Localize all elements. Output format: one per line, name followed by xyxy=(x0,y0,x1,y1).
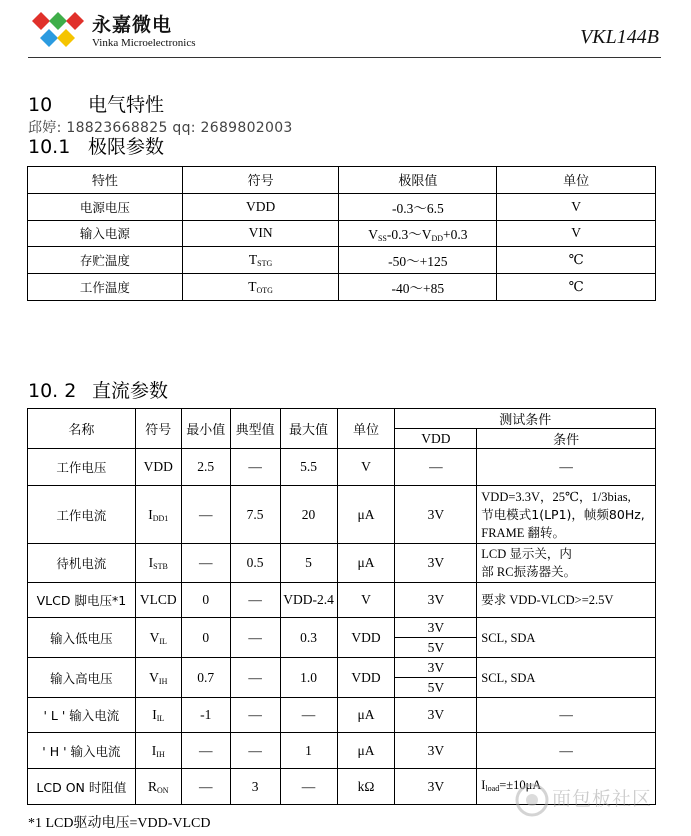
cell-max: 20 xyxy=(280,486,337,544)
symbol-subscript: DD1 xyxy=(152,513,169,523)
cell-condition: — xyxy=(477,733,656,769)
table-row xyxy=(28,220,656,247)
limit-subscript: DD xyxy=(431,234,444,244)
cell-name: LCD ON 时阻值 xyxy=(28,769,136,805)
table-row xyxy=(28,449,656,486)
symbol-text: T xyxy=(248,279,257,295)
section-title: 极限参数 xyxy=(88,136,165,158)
cell-max: — xyxy=(280,769,337,805)
header-cell: 特性 xyxy=(28,167,183,194)
cell-max: 5.5 xyxy=(280,449,337,486)
cell-min: 0 xyxy=(181,618,230,658)
cell-vdd: 3V xyxy=(395,769,477,805)
condition-subscript: load xyxy=(485,783,500,793)
header-divider xyxy=(28,57,661,58)
cell-unit: V xyxy=(337,583,395,618)
cell-unit: ℃ xyxy=(497,274,656,301)
part-number: VKL144B xyxy=(580,26,659,48)
limit-subscript: SS xyxy=(377,234,387,244)
header-cell: 测试条件 xyxy=(395,409,656,429)
cell-symbol xyxy=(135,698,181,733)
cell-typ: — xyxy=(230,583,280,618)
cell-symbol xyxy=(135,658,181,698)
symbol-subscript: STB xyxy=(153,562,168,571)
table-row xyxy=(28,698,656,733)
cell-min: — xyxy=(181,733,230,769)
symbol-subscript: OTG xyxy=(256,286,273,296)
cell-vdd: 3V xyxy=(395,583,477,618)
section-number: 10. 2 xyxy=(28,380,77,402)
cell-max: — xyxy=(280,698,337,733)
cell-min: 0 xyxy=(181,583,230,618)
symbol-text: V xyxy=(149,629,160,645)
table-row xyxy=(28,247,656,274)
cell-symbol: VDD xyxy=(182,193,339,220)
cell-condition: — xyxy=(477,698,656,733)
cell-symbol xyxy=(135,486,181,544)
cell-symbol xyxy=(182,274,339,301)
cell-typ: — xyxy=(230,449,280,486)
cell-vdd: 3V xyxy=(395,544,477,583)
condition-line: FRAME 翻转。 xyxy=(481,525,565,540)
dc-parameters-table xyxy=(27,408,656,805)
table-row xyxy=(28,274,656,301)
table-row xyxy=(28,193,656,220)
header-cell: 符号 xyxy=(135,409,181,449)
cell-name: ' H ' 输入电流 xyxy=(28,733,136,769)
cell-symbol xyxy=(135,618,181,658)
cell-symbol xyxy=(135,544,181,583)
cell-typ: 0.5 xyxy=(230,544,280,583)
cell-vdd: 5V xyxy=(395,638,477,658)
header-cell: VDD xyxy=(395,429,477,449)
watermark-logo-icon xyxy=(514,782,550,818)
cell-min: -1 xyxy=(181,698,230,733)
condition-line: 部 RC振荡器关。 xyxy=(481,565,577,579)
header-cell: 典型值 xyxy=(230,409,280,449)
cell-symbol: VLCD xyxy=(135,583,181,618)
cell-limit: -40～+85 xyxy=(339,274,497,301)
cell-unit: μA xyxy=(337,544,395,583)
footnote: *1 LCD驱动电压=VDD-VLCD xyxy=(28,816,211,831)
section-10-heading xyxy=(28,90,164,117)
limit-text: +0.3 xyxy=(443,227,468,243)
table-header-row xyxy=(28,167,656,194)
contact-line: 邱婷: 18823668825 qq: 2689802003 xyxy=(28,120,293,136)
cell-vdd: — xyxy=(395,449,477,486)
cell-condition xyxy=(477,486,656,544)
cell-name: 工作电流 xyxy=(28,486,136,544)
condition-text: =±10μA xyxy=(499,777,542,792)
symbol-subscript: IL xyxy=(159,636,167,646)
symbol-subscript: STG xyxy=(257,259,273,269)
table-row xyxy=(28,618,656,638)
symbol-text: I xyxy=(151,742,157,758)
table-header-row xyxy=(28,409,656,429)
condition-text: I xyxy=(481,777,486,792)
cell-symbol: VIN xyxy=(182,220,339,247)
cell-name: VLCD 脚电压*1 xyxy=(28,583,136,618)
section-title: 电气特性 xyxy=(88,94,165,116)
cell-name: 输入高电压 xyxy=(28,658,136,698)
cell-name: 待机电流 xyxy=(28,544,136,583)
symbol-subscript: ON xyxy=(156,785,169,795)
limit-text: V xyxy=(368,227,378,243)
table-row xyxy=(28,583,656,618)
cell-min: — xyxy=(181,486,230,544)
section-10-2-heading xyxy=(28,376,168,403)
header-cell: 单位 xyxy=(497,167,656,194)
cell-unit: μA xyxy=(337,698,395,733)
cell-max: 1 xyxy=(280,733,337,769)
cell-unit: V xyxy=(497,193,656,220)
cell-typ: 7.5 xyxy=(230,486,280,544)
cell-condition: SCL, SDA xyxy=(477,618,656,658)
absolute-max-ratings-table xyxy=(27,166,656,301)
watermark xyxy=(512,778,682,826)
cell-symbol xyxy=(182,247,339,274)
cell-max: 0.3 xyxy=(280,618,337,658)
cell-name: 电源电压 xyxy=(28,193,183,220)
header-cell: 名称 xyxy=(28,409,136,449)
page-header xyxy=(0,0,691,60)
header-cell: 最小值 xyxy=(181,409,230,449)
cell-typ: 3 xyxy=(230,769,280,805)
cell-limit: -0.3～6.5 xyxy=(339,193,497,220)
cell-unit: μA xyxy=(337,733,395,769)
symbol-text: T xyxy=(248,252,258,268)
cell-min: — xyxy=(181,769,230,805)
cell-typ: — xyxy=(230,658,280,698)
vinka-logo-icon xyxy=(30,10,86,52)
table-row xyxy=(28,658,656,678)
cell-min: — xyxy=(181,544,230,583)
cell-name: 存贮温度 xyxy=(28,247,183,274)
cell-unit: μA xyxy=(337,486,395,544)
cell-name: 工作电压 xyxy=(28,449,136,486)
symbol-text: R xyxy=(147,778,157,794)
cell-name: 输入电源 xyxy=(28,220,183,247)
cell-limit xyxy=(339,220,497,247)
cell-typ: — xyxy=(230,618,280,658)
cell-limit: -50～+125 xyxy=(339,247,497,274)
symbol-text: I xyxy=(148,506,153,522)
cell-unit: V xyxy=(497,220,656,247)
symbol-subscript: IH xyxy=(156,749,165,759)
section-number: 10.1 xyxy=(28,136,71,158)
cell-max: 1.0 xyxy=(280,658,337,698)
cell-vdd: 3V xyxy=(395,618,477,638)
section-number: 10 xyxy=(28,94,53,116)
header-cell: 条件 xyxy=(477,429,656,449)
cell-typ: — xyxy=(230,698,280,733)
watermark-text: 面包板社区 xyxy=(552,788,653,810)
section-10-1-heading xyxy=(28,132,164,159)
cell-unit: VDD xyxy=(337,618,395,658)
header-cell: 极限值 xyxy=(339,167,497,194)
table-row xyxy=(28,486,656,544)
cell-min: 0.7 xyxy=(181,658,230,698)
cell-unit: ℃ xyxy=(497,247,656,274)
cell-condition: SCL, SDA xyxy=(477,658,656,698)
cell-vdd: 3V xyxy=(395,733,477,769)
cell-vdd: 3V xyxy=(395,658,477,678)
brand-name-en: Vinka Microelectronics xyxy=(92,37,196,49)
condition-line: LCD 显示关，内 xyxy=(481,547,572,561)
cell-symbol xyxy=(135,733,181,769)
cell-name: 输入低电压 xyxy=(28,618,136,658)
symbol-subscript: IL xyxy=(156,714,165,723)
brand-name-cn: 永嘉微电 xyxy=(92,14,173,36)
cell-name: 工作温度 xyxy=(28,274,183,301)
table-row xyxy=(28,544,656,583)
cell-max: VDD-2.4 xyxy=(280,583,337,618)
cell-min: 2.5 xyxy=(181,449,230,486)
cell-unit: kΩ xyxy=(337,769,395,805)
cell-vdd: 5V xyxy=(395,678,477,698)
section-title: 直流参数 xyxy=(92,380,169,402)
symbol-text: I xyxy=(148,555,154,570)
cell-condition: — xyxy=(477,449,656,486)
cell-unit: V xyxy=(337,449,395,486)
cell-symbol xyxy=(135,769,181,805)
cell-symbol: VDD xyxy=(135,449,181,486)
cell-vdd: 3V xyxy=(395,698,477,733)
table-row xyxy=(28,733,656,769)
cell-name: ' L ' 输入电流 xyxy=(28,698,136,733)
cell-max: 5 xyxy=(280,544,337,583)
cell-condition xyxy=(477,544,656,583)
symbol-subscript: IH xyxy=(158,676,168,686)
cell-vdd: 3V xyxy=(395,486,477,544)
header-cell: 单位 xyxy=(337,409,395,449)
symbol-text: V xyxy=(149,669,159,685)
header-cell: 最大值 xyxy=(280,409,337,449)
cell-typ: — xyxy=(230,733,280,769)
header-cell: 符号 xyxy=(182,167,339,194)
limit-text: -0.3～V xyxy=(386,227,432,243)
condition-line: 节电模式1(LP1)，帧频80Hz, xyxy=(481,506,645,522)
cell-condition: 要求 VDD-VLCD>=2.5V xyxy=(477,583,656,618)
cell-unit: VDD xyxy=(337,658,395,698)
symbol-text: I xyxy=(152,707,157,722)
condition-line: VDD=3.3V，25℃，1/3bias, xyxy=(481,489,631,504)
